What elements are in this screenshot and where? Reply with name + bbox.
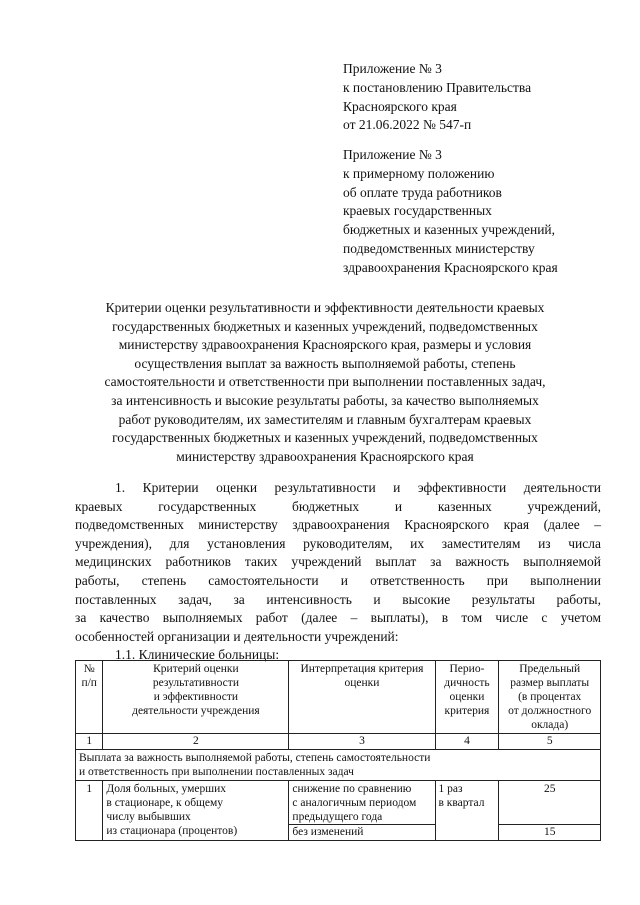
- header-text: оклада): [531, 719, 569, 731]
- title-line: министерству здравоохранения Красноярского края, размеры и условия: [118, 337, 532, 353]
- header-num: [76, 661, 103, 734]
- title-line: осуществления выплат за важность выполняемой работы, степень: [134, 355, 516, 371]
- appendix-line: бюджетных и казенных учреждений,: [343, 222, 556, 238]
- table-row: [76, 781, 601, 841]
- interpretation-text: предыдущего года: [292, 811, 383, 823]
- criterion-text: из стационара (процентов): [106, 825, 238, 837]
- appendix-line: краевых государственных: [343, 203, 492, 219]
- header-text: дичность: [444, 677, 490, 689]
- appendix-line: от 21.06.2022 № 547-п: [343, 117, 472, 133]
- interpretation-text: без изменений: [289, 824, 434, 839]
- header-text: п/п: [81, 677, 97, 689]
- paragraph-line: краевых государственных бюджетных и казенных учреждений,: [75, 498, 601, 514]
- title-line: за интенсивность и высокие результаты работы, за качество выполняемых: [111, 392, 539, 408]
- section-title: [76, 750, 601, 781]
- column-number: 5: [499, 734, 601, 750]
- section-text: и ответственность при выполнении поставленных задач: [79, 766, 354, 778]
- title-line: министерству здравоохранения Красноярского края: [176, 448, 474, 464]
- title-line: работ руководителям, их заместителям и главным бухгалтерам краевых: [118, 411, 532, 427]
- appendix-line: к постановлению Правительства: [343, 79, 532, 95]
- periodicity-text: в квартал: [438, 797, 485, 809]
- header-text: №: [83, 663, 95, 675]
- header-text: оценки: [449, 691, 485, 703]
- header-text: оценки: [344, 677, 380, 689]
- title-line: государственных бюджетных и казенных учреждений, подведомственных: [112, 430, 538, 446]
- table-header-row: [76, 661, 601, 734]
- header-text: Критерий оценки: [153, 663, 239, 675]
- title-line: самостоятельности и ответственности при выполнении поставленных задач,: [104, 374, 546, 390]
- subsection-heading: 1.1. Клинические больницы:: [115, 647, 280, 663]
- appendix-line: здравоохранения Красноярского края: [343, 259, 558, 275]
- header-text: от должностного: [508, 705, 592, 717]
- section-row: [76, 750, 601, 781]
- title-line: Критерии оценки результативности и эффективности деятельности краевых: [105, 300, 545, 315]
- header-interpretation: [289, 661, 435, 734]
- appendix-line: об оплате труда работников: [343, 184, 502, 200]
- limit-value: 15: [499, 824, 600, 839]
- header-criterion: [103, 661, 289, 734]
- criterion-text: Доля больных, умерших: [106, 783, 227, 795]
- paragraph-line: работы, степень самостоятельности и ответственность при выполнении: [75, 572, 601, 588]
- title-line: государственных бюджетных и казенных учреждений, подведомственных: [112, 318, 538, 334]
- paragraph-line: подведомственных министерству здравоохранения Красноярского края (далее –: [75, 517, 601, 533]
- header-text: размер выплаты: [510, 677, 590, 689]
- section-text: Выплата за важность выполняемой работы, степень самостоятельности: [79, 752, 431, 764]
- row-limit: [499, 781, 601, 841]
- column-number: 2: [103, 734, 289, 750]
- paragraph-line: 1. Критерии оценки результативности и эффективности деятельности: [115, 480, 601, 495]
- interpretation-text: с аналогичным периодом: [292, 797, 417, 809]
- appendix-header-main: [343, 60, 531, 135]
- appendix-line: Приложение № 3: [343, 147, 442, 162]
- row-interpretation: [289, 781, 435, 841]
- interpretation-text: снижение по сравнению: [292, 783, 412, 795]
- document-title: [60, 299, 590, 466]
- column-number-row: [76, 734, 601, 750]
- column-number: 1: [76, 734, 103, 750]
- paragraph-line: особенностей организации и деятельности учреждений:: [75, 628, 399, 644]
- appendix-line: Приложение № 3: [343, 61, 442, 76]
- criterion-text: в стационаре, к общему: [106, 797, 224, 809]
- appendix-line: к примерному положению: [343, 165, 495, 181]
- row-num: 1: [76, 781, 103, 841]
- header-text: деятельности учреждения: [132, 705, 260, 717]
- row-criterion: [103, 781, 289, 841]
- appendix-line: Красноярского края: [343, 98, 457, 114]
- header-text: Интерпретация критерия: [300, 663, 424, 675]
- paragraph-line: за качество выполняемых работ (далее – выплаты), в том числе с учетом: [75, 610, 601, 626]
- appendix-header-sub: [343, 146, 558, 278]
- header-text: (в процентах: [518, 691, 582, 703]
- paragraph-line: медицинских работников таких учреждений выплат за важность выполняемой: [75, 554, 601, 570]
- row-periodicity: [435, 781, 499, 841]
- header-periodicity: [435, 661, 499, 734]
- header-text: результативности: [152, 677, 239, 689]
- header-text: критерия: [444, 705, 490, 717]
- appendix-line: подведомственных министерству: [343, 240, 535, 256]
- header-text: и эффективности: [153, 691, 239, 703]
- paragraph-line: учреждения), для установления руководителям, их заместителям из числа: [75, 535, 601, 551]
- column-number: 4: [435, 734, 499, 750]
- body-paragraph: [75, 479, 601, 665]
- paragraph-line: поставленных задач, за интенсивность и высокие результаты работы,: [75, 591, 601, 607]
- header-text: Предельный: [519, 663, 581, 675]
- criterion-text: числу выбывших: [106, 811, 191, 823]
- header-limit: [499, 661, 601, 734]
- limit-value: 25: [543, 783, 556, 795]
- header-text: Перио-: [449, 663, 485, 675]
- column-number: 3: [289, 734, 435, 750]
- criteria-table: [75, 660, 601, 841]
- periodicity-text: 1 раз: [438, 783, 463, 795]
